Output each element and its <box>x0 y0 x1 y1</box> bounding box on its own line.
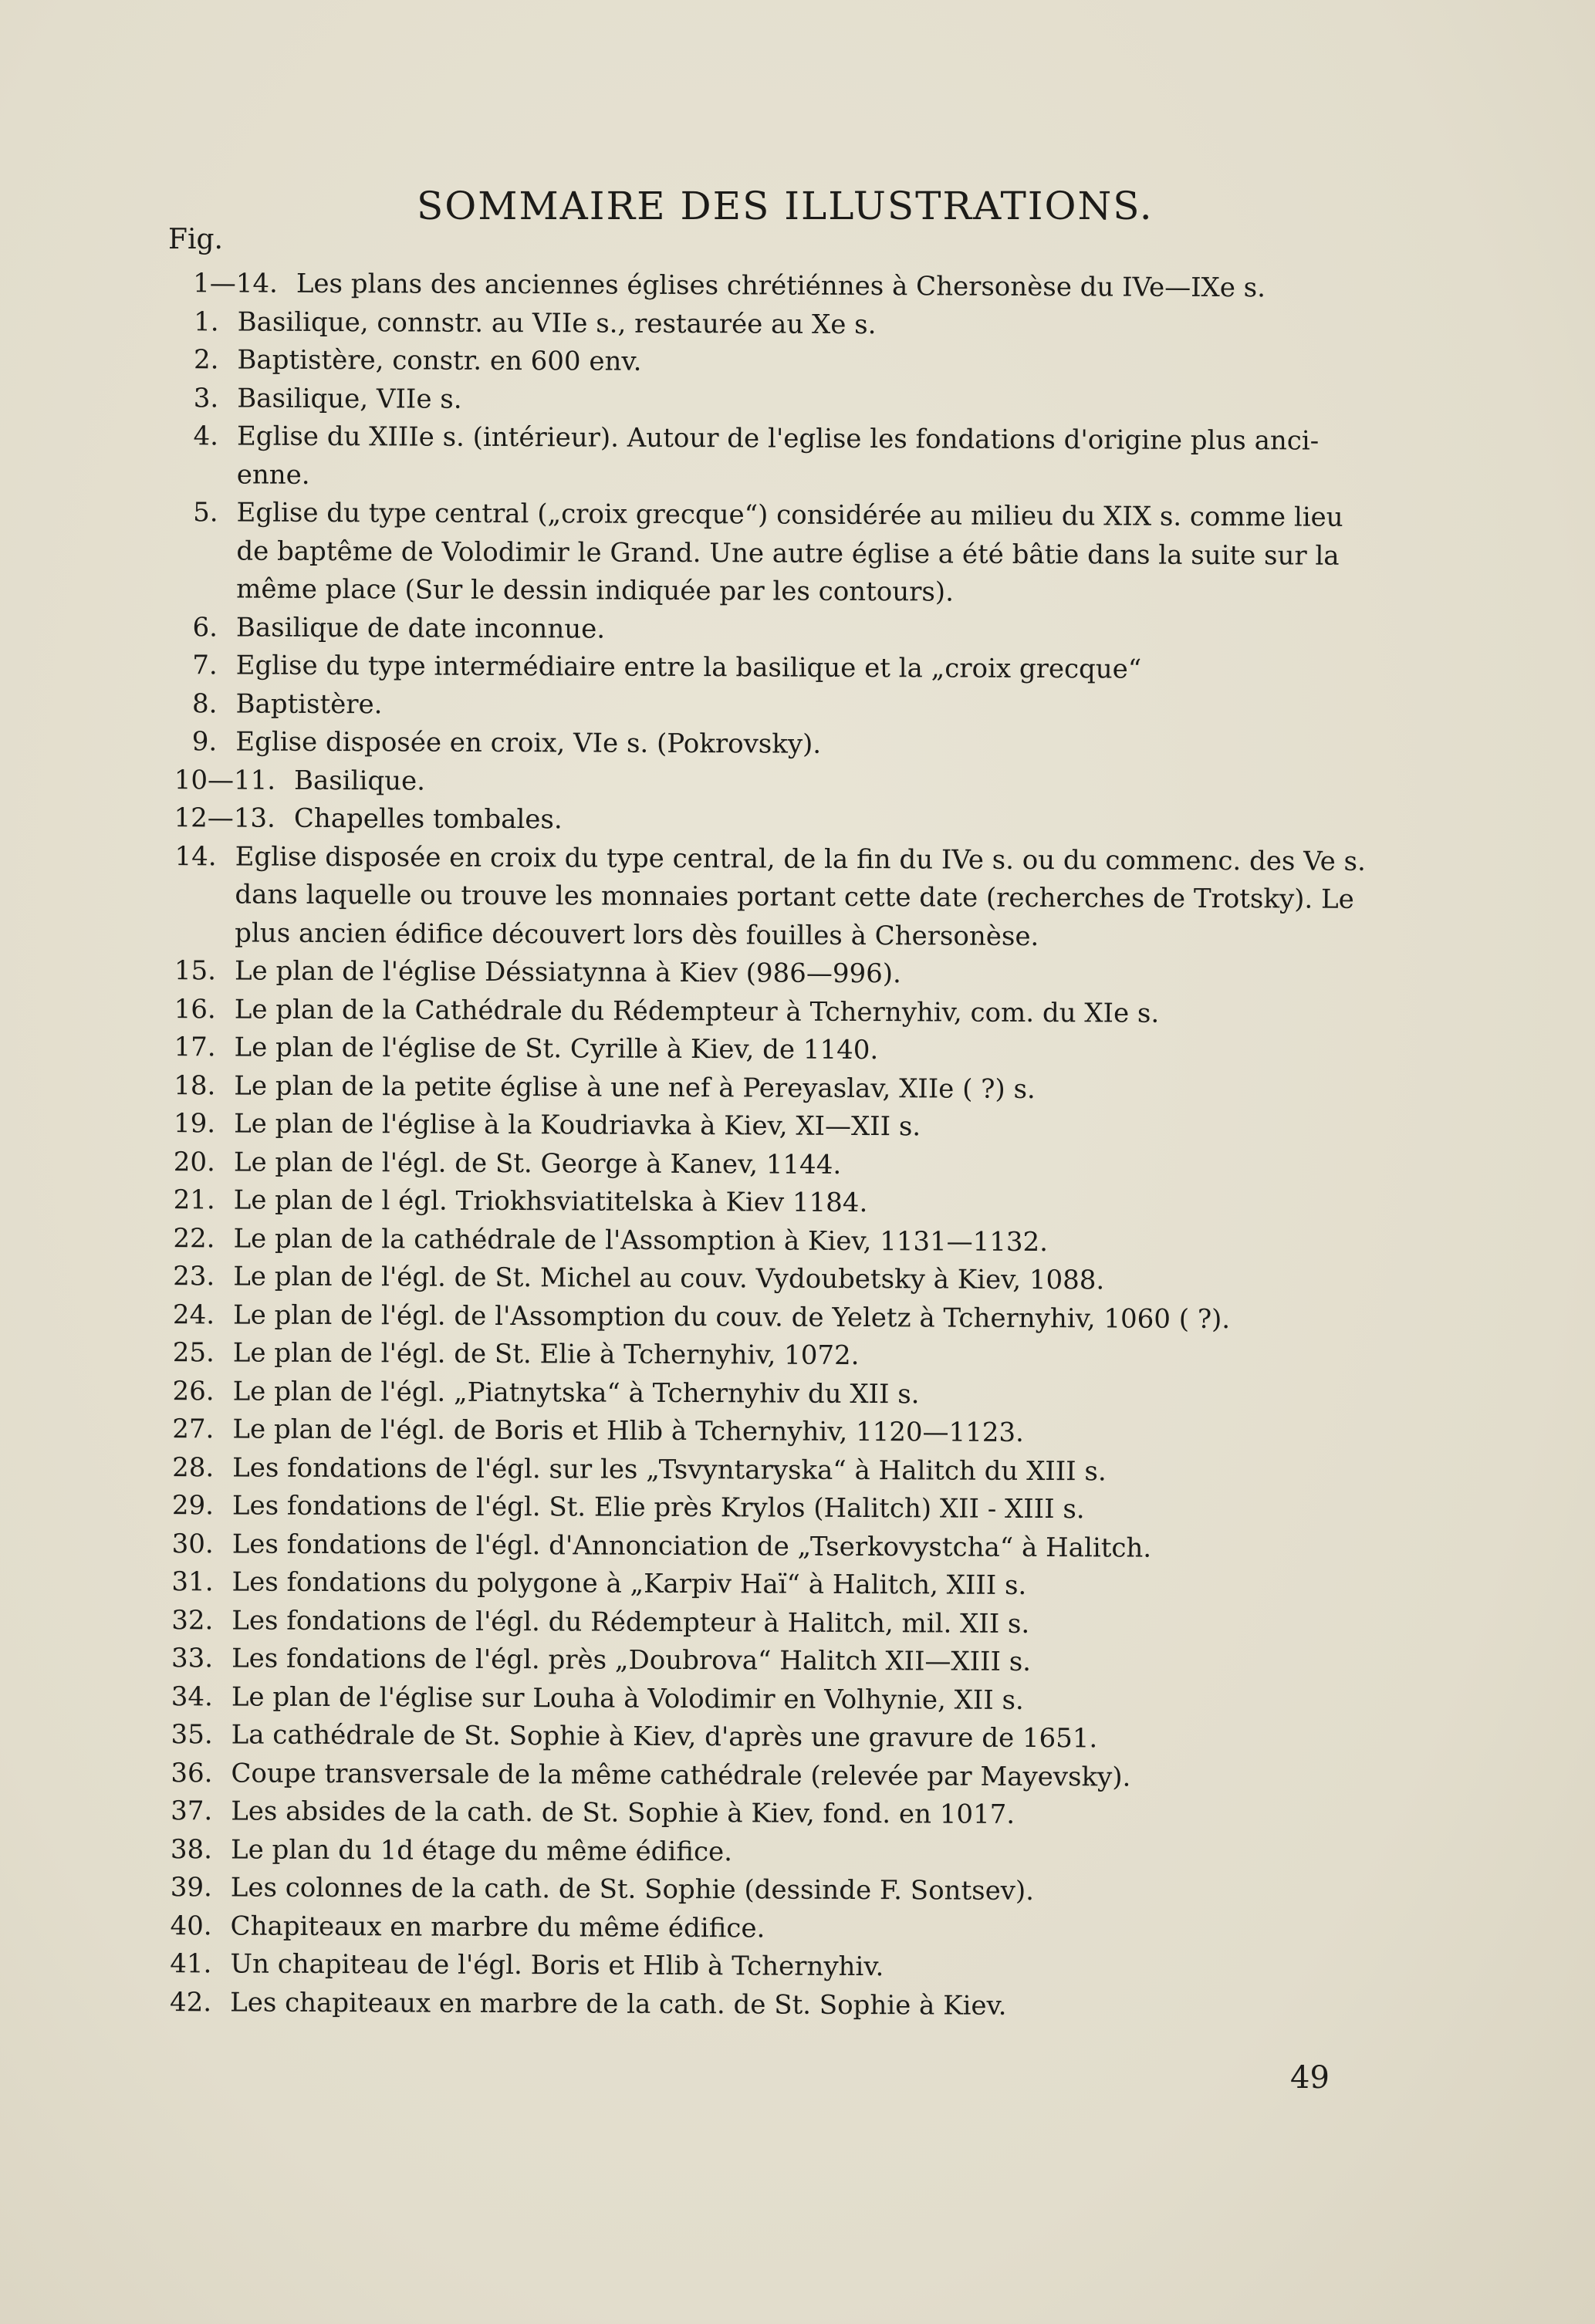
figure-caption <box>218 380 1388 423</box>
list-item <box>153 494 1388 613</box>
caption-line: Un chapiteau de l'égl. Boris et Hlib à Tchernyhiv. <box>230 1948 884 1983</box>
list-item <box>152 799 1387 843</box>
figure-number: 8. <box>191 687 218 719</box>
list-item <box>151 952 1386 995</box>
list-item <box>148 1563 1383 1606</box>
list-item <box>150 1181 1385 1224</box>
figure-number: 5. <box>193 497 218 529</box>
figure-number: 29. <box>171 1490 215 1522</box>
illustration-list <box>147 265 1389 2027</box>
caption-line: Le plan de l'église de St. Cyrille à Kiev, de 1140. <box>234 1032 879 1066</box>
caption-line: Coupe transversale de la même cathédrale (relevée par Mayevsky). <box>231 1757 1131 1793</box>
figure-number: 19. <box>173 1108 216 1140</box>
figure-number: 28. <box>172 1451 215 1483</box>
page-title: SOMMAIRE DES ILLUSTRATIONS. <box>417 184 1154 228</box>
caption-line: Les chapiteaux en marbre de la cath. de St. Sophie à Kiev. <box>230 1986 1007 2022</box>
caption-line: plus ancien édifice découvert lors dès fouilles à Chersonèse. <box>235 917 1039 952</box>
figure-number: 4. <box>193 421 219 452</box>
figure-caption <box>215 1067 1385 1110</box>
figure-number: 39. <box>170 1872 212 1903</box>
list-item <box>154 379 1388 422</box>
figure-number: 36. <box>171 1757 213 1789</box>
list-item <box>150 1258 1384 1301</box>
list-item <box>154 341 1388 384</box>
caption-line: Les fondations de l'égl. St. Elie près Krylos (Halitch) XII - XIII s. <box>231 1490 1085 1525</box>
list-item <box>148 1716 1383 1759</box>
figure-number: 1. <box>194 306 219 337</box>
figure-number: 31. <box>171 1566 214 1598</box>
figure-number: 1—14. <box>193 268 278 299</box>
figure-number: 35. <box>171 1719 213 1751</box>
figure-number: 3. <box>193 382 219 414</box>
figure-number: 18. <box>174 1069 216 1101</box>
figure-number: 25. <box>172 1337 215 1369</box>
caption-line: Le plan de l'égl. „Piatnytska“ à Tchernyhiv du XII s. <box>232 1375 920 1410</box>
caption-line: Le plan de l égl. Triokhsviatitelska à Kiev 1184. <box>233 1184 868 1219</box>
figure-number: 10—11. <box>174 764 276 796</box>
figure-caption <box>215 1258 1384 1301</box>
caption-line: Les absides de la cath. de St. Sophie à Kiev, fond. en 1017. <box>231 1795 1015 1830</box>
list-item <box>147 1830 1382 1873</box>
caption-line: Le plan du 1d étage du même édifice. <box>230 1833 733 1867</box>
figure-caption <box>216 991 1386 1034</box>
figure-caption <box>275 762 1387 805</box>
caption-line: Basilique de date inconnue. <box>235 611 606 645</box>
figure-caption <box>216 838 1387 958</box>
figure-caption <box>214 1487 1384 1530</box>
figure-caption <box>215 1373 1384 1416</box>
list-item <box>147 1869 1382 1912</box>
figure-caption <box>213 1640 1383 1683</box>
figure-number: 6. <box>192 611 218 643</box>
figure-caption <box>211 1984 1381 2027</box>
figure-caption <box>215 1296 1384 1339</box>
list-item <box>150 1105 1385 1148</box>
list-item <box>149 1487 1384 1530</box>
caption-line: Le plan de l'égl. de l'Assomption du couv. de Yeletz à Tchernyhiv, 1060 ( ?). <box>232 1299 1231 1335</box>
figure-caption <box>278 265 1389 309</box>
list-item <box>150 1219 1384 1262</box>
figure-caption <box>215 1143 1385 1187</box>
figure-number: 33. <box>171 1643 214 1674</box>
list-item <box>152 761 1387 804</box>
figure-caption <box>215 1105 1385 1148</box>
figure-number: 30. <box>171 1528 214 1559</box>
figure-caption <box>219 303 1389 346</box>
caption-line: La cathédrale de St. Sophie à Kiev, d'après une gravure de 1651. <box>231 1719 1098 1755</box>
caption-line: Chapiteaux en marbre du même édifice. <box>230 1910 765 1944</box>
list-item <box>150 1295 1384 1339</box>
caption-line: Le plan de l'église Déssiatynna à Kiev (986—996). <box>234 955 901 990</box>
figure-caption <box>213 1678 1383 1721</box>
caption-line: Le plan de la Cathédrale du Rédempteur à Tchernyhiv, com. du XIe s. <box>234 993 1160 1029</box>
caption-line: Eglise disposée en croix du type central, de la fin du IVe s. ou du commenc. des Ve s. <box>235 840 1366 877</box>
caption-line: Les plans des anciennes églises chrétiénnes à Chersonèse du IVe—IXe s. <box>296 268 1266 304</box>
caption-line: Le plan de l'égl. de Boris et Hlib à Tchernyhiv, 1120—1123. <box>232 1414 1024 1448</box>
caption-line: Les fondations de l'égl. près „Doubrova“ Halitch XII—XIII s. <box>231 1643 1032 1677</box>
list-item <box>153 647 1387 690</box>
list-item <box>150 1066 1385 1110</box>
figure-number: 17. <box>174 1032 216 1063</box>
caption-line: Eglise du XIIIe s. (intérieur). Autour de l'eglise les fondations d'origine plus anci- <box>236 421 1320 457</box>
list-item <box>150 1334 1384 1377</box>
figure-number: 37. <box>171 1795 213 1827</box>
list-item <box>151 990 1386 1033</box>
caption-line: dans laquelle ou trouve les monnaies portant cette date (recherches de Trotsky). Le <box>235 879 1354 915</box>
figure-number: 2. <box>193 344 219 376</box>
list-item <box>147 1907 1381 1950</box>
figure-number: 32. <box>171 1604 214 1636</box>
figure-number: 20. <box>173 1146 216 1177</box>
caption-line: Les fondations de l'égl. sur les „Tsvyntaryska“ à Halitch du XIII s. <box>232 1451 1107 1487</box>
caption-line: Baptistère. <box>235 687 383 720</box>
figure-caption <box>213 1716 1383 1759</box>
list-item <box>147 1945 1381 1988</box>
figure-number: 14. <box>174 840 217 872</box>
figure-number: 38. <box>170 1833 213 1865</box>
figure-caption <box>211 1945 1381 1988</box>
figure-number: 34. <box>171 1681 213 1712</box>
list-item <box>148 1640 1383 1683</box>
caption-line: Chapelles tombales. <box>293 802 563 836</box>
list-item <box>150 1143 1385 1186</box>
caption-line: Le plan de l'égl. de St. Michel au couv. Vydoubetsky à Kiev, 1088. <box>233 1261 1105 1296</box>
figure-caption <box>215 1029 1385 1072</box>
caption-line: Le plan de l'égl. de St. George à Kanev, 1144. <box>233 1146 842 1181</box>
figure-caption <box>218 609 1387 652</box>
figure-number: 12—13. <box>174 802 275 834</box>
figure-number: 42. <box>170 1986 212 2018</box>
figure-caption <box>213 1602 1383 1645</box>
caption-line: Basilique. <box>293 765 426 797</box>
figure-caption <box>214 1449 1384 1492</box>
caption-line: Le plan de l'église à la Koudriavka à Kiev, XI—XII s. <box>234 1108 921 1143</box>
figure-number: 21. <box>173 1184 215 1216</box>
figure-caption <box>218 341 1388 384</box>
list-item <box>149 1410 1384 1454</box>
figure-caption <box>212 1869 1382 1912</box>
figure-number: 23. <box>173 1261 215 1292</box>
figure-number: 16. <box>174 993 216 1025</box>
figure-number: 7. <box>192 650 218 681</box>
list-item <box>147 1983 1381 2026</box>
caption-line: Les colonnes de la cath. de St. Sophie (dessinde F. Sontsev). <box>230 1872 1035 1907</box>
figure-caption <box>215 1334 1384 1377</box>
list-item <box>154 302 1389 346</box>
list-item <box>149 1525 1384 1568</box>
figure-caption <box>213 1563 1383 1606</box>
caption-line: Eglise disposée en croix, VIe s. (Pokrovsky). <box>235 726 822 760</box>
figure-caption <box>215 1181 1385 1224</box>
figure-number: 24. <box>172 1299 215 1330</box>
figure-caption <box>217 723 1387 766</box>
fig-column-label: Fig. <box>168 224 223 255</box>
caption-line: enne. <box>236 458 310 491</box>
figure-number: 9. <box>191 726 218 758</box>
list-item <box>150 1029 1385 1072</box>
caption-line: Baptistère, constr. en 600 env. <box>237 344 642 377</box>
caption-line: même place (Sur le dessin indiquée par les contours). <box>236 573 955 608</box>
figure-number: 22. <box>173 1222 215 1254</box>
list-item <box>148 1677 1383 1721</box>
figure-caption <box>212 1831 1382 1874</box>
caption-line: Basilique, VIIe s. <box>237 382 462 415</box>
figure-number: 15. <box>174 955 217 987</box>
caption-line: Le plan de l'égl. de St. Elie à Tchernyhiv, 1072. <box>232 1337 860 1371</box>
list-item <box>154 417 1388 499</box>
figure-caption <box>215 1220 1384 1263</box>
figure-number: 27. <box>172 1414 215 1445</box>
list-item <box>147 1754 1382 1797</box>
caption-line: Les fondations du polygone à „Karpiv Haï“ à Halitch, XIII s. <box>231 1566 1027 1601</box>
figure-caption <box>218 417 1388 499</box>
caption-line: Eglise du type central („croix grecque“) considérée au milieu du XIX s. comme lieu <box>236 497 1343 533</box>
caption-line: de baptême de Volodimir le Grand. Une autre église a été bâtie dans la suite sur la <box>236 535 1340 572</box>
figure-caption <box>212 1755 1382 1798</box>
caption-line: Le plan de la petite église à une nef à Pereyaslav, XIIe ( ?) s. <box>234 1069 1036 1105</box>
figure-caption <box>211 1907 1381 1951</box>
list-item <box>148 1601 1383 1644</box>
caption-line: Eglise du type intermédiaire entre la basilique et la „croix grecque“ <box>235 650 1142 685</box>
figure-caption <box>217 685 1387 728</box>
figure-caption <box>275 800 1387 843</box>
caption-line: Les fondations de l'égl. du Rédempteur à Halitch, mil. XII s. <box>231 1604 1030 1640</box>
figure-number: 41. <box>170 1948 212 1980</box>
figure-caption <box>218 647 1387 690</box>
list-item <box>154 265 1389 308</box>
list-item <box>153 608 1387 651</box>
figure-caption <box>214 1525 1384 1569</box>
list-item <box>150 1372 1384 1415</box>
caption-line: Les fondations de l'égl. d'Annonciation de „Tserkovystcha“ à Halitch. <box>231 1528 1152 1564</box>
list-item <box>151 837 1387 957</box>
list-item <box>152 684 1387 728</box>
list-item <box>149 1448 1384 1491</box>
figure-caption <box>212 1792 1382 1836</box>
caption-line: Le plan de la cathédrale de l'Assomption à Kiev, 1131—1132. <box>233 1222 1049 1258</box>
page-number: 49 <box>1290 2060 1330 2096</box>
figure-caption <box>214 1410 1384 1454</box>
list-item <box>147 1792 1382 1836</box>
figure-caption <box>218 494 1388 613</box>
list-item <box>152 723 1387 766</box>
figure-number: 40. <box>170 1910 212 1941</box>
caption-line: Le plan de l'église sur Louha à Volodimir en Volhynie, XII s. <box>231 1681 1024 1716</box>
caption-line: Basilique, connstr. au VIIe s., restaurée au Xe s. <box>237 306 877 340</box>
figure-number: 26. <box>172 1375 215 1407</box>
figure-caption <box>216 952 1386 995</box>
